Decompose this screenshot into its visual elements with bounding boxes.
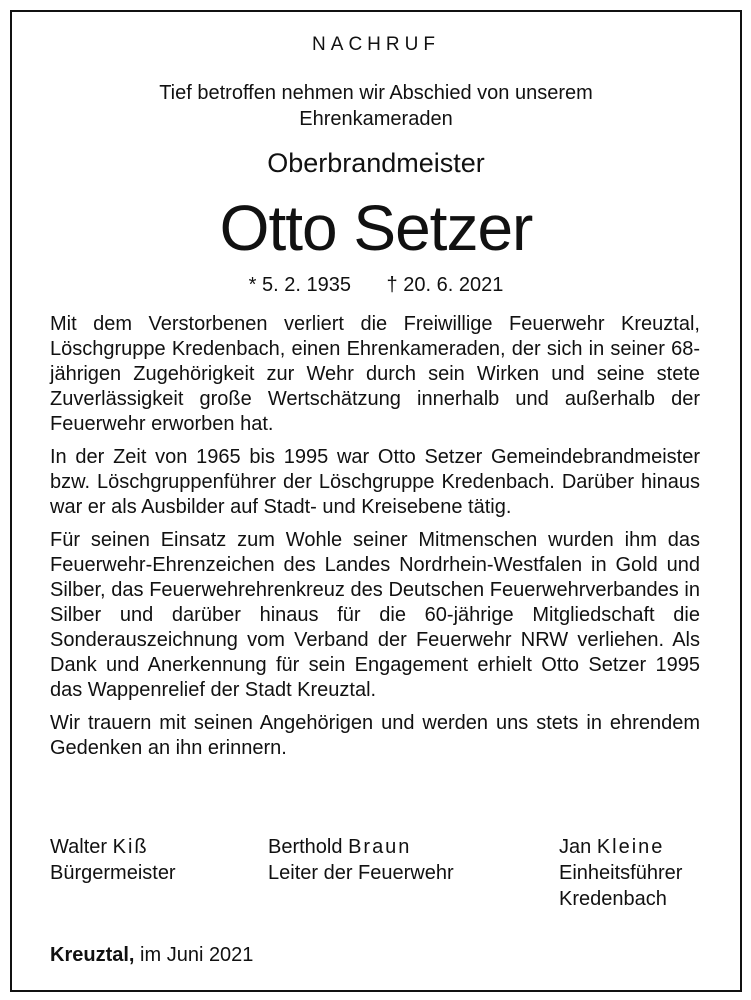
signatory-role: Bürgermeister <box>50 862 176 884</box>
intro-text <box>12 80 740 132</box>
signatory-unit-leader <box>559 834 682 912</box>
signatory-first-name: Walter <box>50 836 108 858</box>
signatory-role-2: Kredenbach <box>559 888 667 910</box>
signatory-fire-chief <box>268 834 454 886</box>
intro-line-1: Tief betroffen nehmen wir Abschied von unserem <box>159 82 593 104</box>
obituary-frame <box>10 10 742 992</box>
signatory-last-name: Braun <box>348 836 412 858</box>
signatory-role: Einheitsführer <box>559 862 683 884</box>
life-dates <box>12 274 740 297</box>
rank-title: Oberbrandmeister <box>267 148 485 178</box>
signatory-last-name: Kiß <box>112 836 149 858</box>
birth-date: * 5. 2. 1935 <box>248 274 351 296</box>
deceased-name: Otto Setzer <box>219 192 533 264</box>
intro-line-2: Ehrenkameraden <box>299 108 453 130</box>
signatory-role: Leiter der Feuerwehr <box>268 862 454 884</box>
signatory-first-name: Berthold <box>268 836 343 858</box>
footer-place: Kreuztal, <box>50 944 135 966</box>
obituary-body <box>50 312 700 769</box>
signatory-last-name: Kleine <box>596 836 665 858</box>
paragraph: In der Zeit von 1965 bis 1995 war Otto Setzer Gemeindebrandmeister bzw. Löschgruppenführer der Löschgruppe Kredenbach. Darüber hinaus war er als Ausbilder auf Stadt- und Kreisebene tätig. <box>50 446 700 518</box>
header-title: NACHRUF <box>312 34 440 55</box>
paragraph: Für seinen Einsatz zum Wohle seiner Mitmenschen wurden ihm das Feuerwehr-Ehrenzeichen des Landes Nordrhein-Westfalen in Gold und Silber, das Feuerwehrehrenkreuz des Deutschen Feuerwehrverbandes in Silber und darüber hinaus für die 60-jährige Mitgliedschaft die Sonderauszeichnung vom Verband der Feuerwehr NRW verliehen. Als Dank und Anerkennung für sein Engagement erhielt Otto Setzer 1995 das Wappenrelief der Stadt Kreuztal. <box>50 529 700 701</box>
death-date: † 20. 6. 2021 <box>386 274 504 296</box>
footer-date: im Juni 2021 <box>140 944 254 966</box>
paragraph: Mit dem Verstorbenen verliert die Freiwillige Feuerwehr Kreuztal, Löschgruppe Kredenbach, einen Ehrenkameraden, der sich in seiner 68-jährigen Zugehörigkeit zur Wehr durch sein Wirken und seine stete Zuverlässigkeit große Wertschätzung innerhalb und außerhalb der Feuerwehr erworben hat. <box>50 313 700 435</box>
signatory-mayor <box>50 834 176 886</box>
place-date <box>50 944 253 967</box>
signatory-first-name: Jan <box>559 836 592 858</box>
paragraph: Wir trauern mit seinen Angehörigen und werden uns stets in ehrendem Gedenken an ihn erinnern. <box>50 712 700 759</box>
